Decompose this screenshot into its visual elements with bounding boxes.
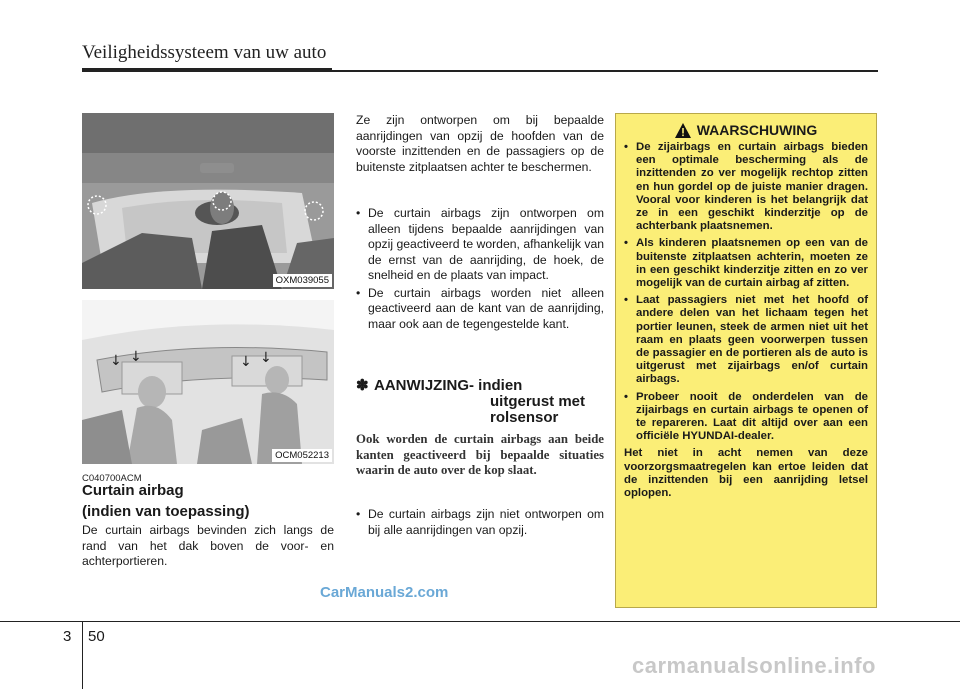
note-star-icon: ✽ xyxy=(356,377,369,394)
bullet-list xyxy=(356,206,604,334)
warning-bullet-text: Als kinderen plaatsnemen op een van de buitenste zitplaatsen achterin, moeten ze in een geschikt kinderzitje zitten en zo ver mogelijk van de curtain airbag af zitten. xyxy=(636,237,868,290)
list-item xyxy=(624,294,868,386)
list-item xyxy=(624,237,868,290)
page-header-title: Veiligheidssysteem van uw auto xyxy=(82,42,327,63)
warning-triangle-icon xyxy=(675,123,691,138)
svg-text:↓: ↓ xyxy=(130,349,142,365)
warning-body xyxy=(624,141,868,500)
footer-divider xyxy=(82,622,83,689)
page-number: 50 xyxy=(88,628,105,645)
bullet-dot: • xyxy=(624,294,628,307)
deployed-airbag-illustration xyxy=(82,300,334,464)
watermark-carmanualsonline: carmanualsonline.info xyxy=(632,653,876,678)
note-bullet xyxy=(356,507,604,540)
bullet-text: De curtain airbags zijn niet ontworpen om bij alle aanrijdingen van opzij. xyxy=(368,507,604,537)
photo-code-label: OCM052213 xyxy=(272,449,332,462)
warning-bullet-text: Laat passagiers niet met het hoofd of andere delen van het lichaam tegen het portier leunen, steek de armen niet uit het raam en plaats geen voorwerpen tussen de passagier en de portieren als de auto is uitgerust met zijairbags en/of curtain airbags. xyxy=(636,294,868,386)
header-rule-thick xyxy=(82,68,332,72)
photo-curtain-airbag-interior xyxy=(82,113,334,289)
bullet-dot: • xyxy=(624,141,628,153)
bullet-dot: • xyxy=(356,507,361,521)
interior-illustration xyxy=(82,113,334,289)
warning-closing-text: Het niet in acht nemen van deze voorzorgsmaatregelen kan ertoe leiden dat de inzittenden bij een aanrijding letsel oplopen. xyxy=(624,447,868,500)
warning-bullet-text: Probeer nooit de onderdelen van de zijairbags en curtain airbags te openen of te repareren. Laat dit altijd over aan een officiële HYUNDAI-dealer. xyxy=(636,390,868,443)
svg-text:↓: ↓ xyxy=(110,353,122,369)
svg-text:↓: ↓ xyxy=(240,354,252,370)
section-heading-line2: (indien van toepassing) xyxy=(82,503,250,520)
section-heading-line1: Curtain airbag xyxy=(82,482,184,499)
note-title-line1: AANWIJZING- indien xyxy=(374,377,523,394)
bullet-text: De curtain airbags worden niet alleen geactiveerd aan de kant van de aanrijding, maar ook aan de tegengestelde kant. xyxy=(368,285,604,331)
svg-text:↓: ↓ xyxy=(260,350,272,366)
intro-paragraph: Ze zijn ontworpen om bij bepaalde aanrijdingen van opzij de hoofden van de voorste inzittenden en de passagiers op de buitenste zitplaatsen achter te beschermen. xyxy=(356,113,604,174)
bullet-text: De curtain airbags zijn ontworpen om alleen tijdens bepaalde aanrijdingen van opzij geactiveerd te worden, afhankelijk van de ernst van de aanrijding, de hoek, de snelheid en de plaats van impact. xyxy=(368,206,604,282)
photo-curtain-airbag-deployed xyxy=(82,300,334,464)
note-title-line2: uitgerust met xyxy=(490,393,586,410)
footer-rule xyxy=(0,621,960,622)
bullet-dot: • xyxy=(356,285,361,300)
warning-box xyxy=(615,113,877,608)
warning-title-text: WAARSCHUWING xyxy=(696,122,818,138)
note-title xyxy=(374,378,585,426)
watermark-carmanuals2[interactable]: CarManuals2.com xyxy=(320,584,449,601)
warning-title xyxy=(624,122,868,138)
section-number: 3 xyxy=(63,628,72,645)
note-title-line3: rolsensor xyxy=(490,409,559,426)
list-item xyxy=(624,391,868,444)
list-item xyxy=(624,141,868,233)
bullet-dot: • xyxy=(624,390,628,403)
note-paragraph: Ook worden de curtain airbags aan beide kanten geactiveerd bij bepaalde situaties waarin de auto over de kop slaat. xyxy=(356,432,604,477)
warning-bullet-text: De zijairbags en curtain airbags bieden een optimale bescherming als de inzittenden zo ver mogelijk rechtop zitten en hun gordel op de juiste manier dragen. Vooral voor kinderen is het belangrijk dat ze in een geschikt kinderzitje op de achterbank plaatsnemen. xyxy=(636,141,868,233)
section-paragraph: De curtain airbags bevinden zich langs de rand van het dak boven de voor- en achterportieren. xyxy=(82,523,334,568)
photo-code-label: OXM039055 xyxy=(273,274,332,287)
header-rule-thin xyxy=(332,70,878,72)
list-item xyxy=(356,507,604,538)
bullet-dot: • xyxy=(356,206,361,220)
list-item xyxy=(356,286,604,333)
bullet-dot: • xyxy=(624,237,628,250)
note-heading xyxy=(356,378,604,426)
section-code-text: C040700ACM xyxy=(82,473,142,484)
list-item xyxy=(356,206,604,284)
